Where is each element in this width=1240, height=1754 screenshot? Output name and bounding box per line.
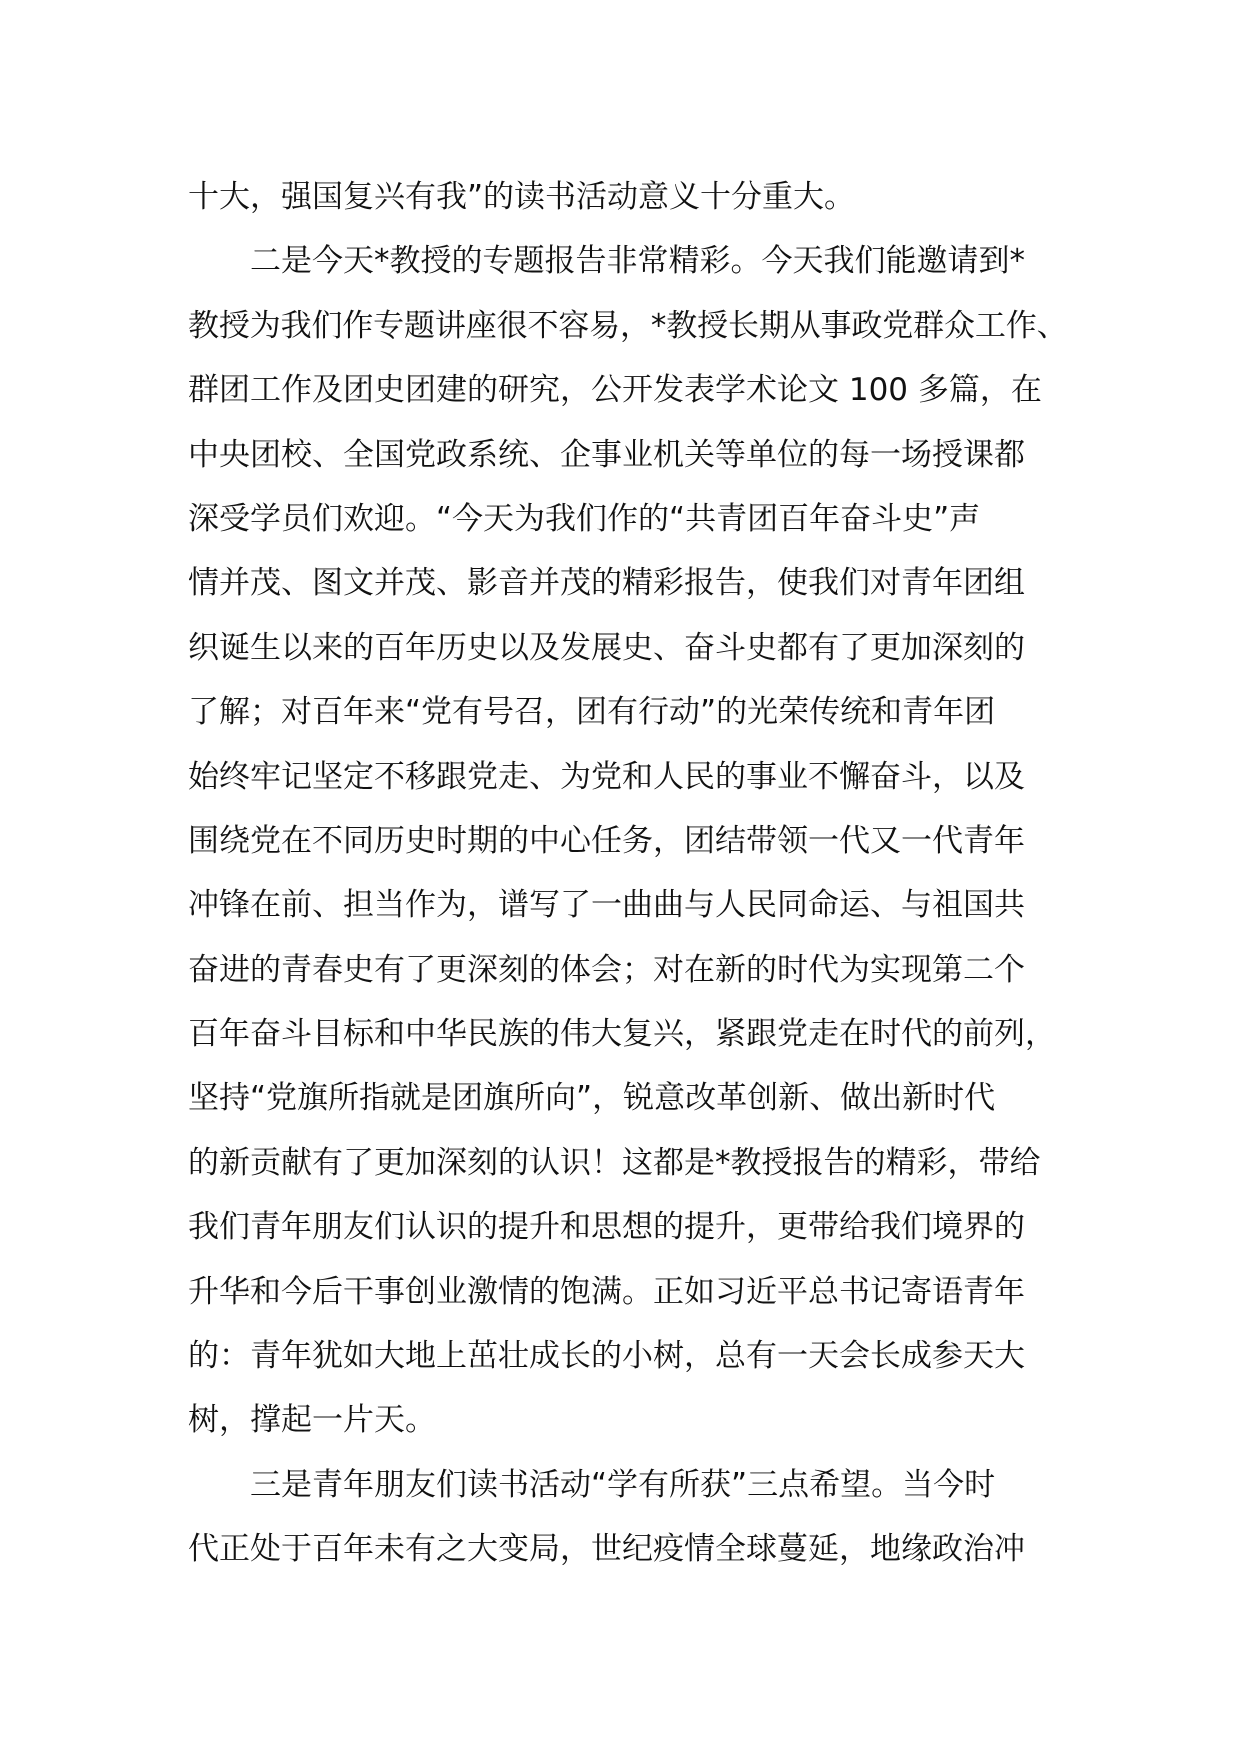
- text-line: 冲锋在前、担当作为，谱写了一曲曲与人民同命运、与祖国共: [188, 887, 1025, 924]
- text-line: 二是今天*教授的专题报告非常精彩。今天我们能邀请到*: [250, 243, 1025, 280]
- text-line: 群团工作及团史团建的研究，公开发表学术论文 100 多篇，在: [188, 372, 1042, 409]
- text-line: 织诞生以来的百年历史以及发展史、奋斗史都有了更加深刻的: [188, 629, 1025, 666]
- text-line: 始终牢记坚定不移跟党走、为党和人民的事业不懈奋斗，以及: [188, 758, 1025, 795]
- text-line: 中央团校、全国党政系统、企事业机关等单位的每一场授课都: [188, 436, 1025, 473]
- text-line: 十大，强国复兴有我”的读书活动意义十分重大。: [188, 179, 856, 215]
- text-line: 三是青年朋友们读书活动“学有所获”三点希望。当今时: [250, 1466, 996, 1503]
- text-line: 教授为我们作专题讲座很不容易，*教授长期从事政党群众工作、: [188, 307, 1068, 344]
- document-body: [188, 165, 1068, 1582]
- text-line: 代正处于百年未有之大变局，世纪疫情全球蔓延，地缘政治冲: [188, 1531, 1025, 1568]
- text-line: 围绕党在不同历史时期的中心任务，团结带领一代又一代青年: [188, 822, 1025, 859]
- text-line: 奋进的青春史有了更深刻的体会；对在新的时代为实现第二个: [188, 951, 1025, 988]
- text-line: 深受学员们欢迎。“今天为我们作的“共青团百年奋斗史”声: [188, 500, 981, 537]
- text-line: 坚持“党旗所指就是团旗所向”，锐意改革创新、做出新时代: [188, 1080, 996, 1117]
- text-line: 树，撑起一片天。: [188, 1402, 436, 1439]
- text-line: 的：青年犹如大地上茁壮成长的小树，总有一天会长成参天大: [188, 1338, 1025, 1375]
- text-line: 百年奋斗目标和中华民族的伟大复兴，紧跟党走在时代的前列，: [188, 1016, 1056, 1053]
- text-line: 的新贡献有了更加深刻的认识！这都是*教授报告的精彩，带给: [188, 1144, 1041, 1181]
- text-line: 我们青年朋友们认识的提升和思想的提升，更带给我们境界的: [188, 1209, 1025, 1246]
- text-line: 情并茂、图文并茂、影音并茂的精彩报告，使我们对青年团组: [188, 565, 1025, 602]
- text-line: 了解；对百年来“党有号召，团有行动”的光荣传统和青年团: [188, 694, 996, 731]
- text-line: 升华和今后干事创业激情的饱满。正如习近平总书记寄语青年: [188, 1273, 1025, 1310]
